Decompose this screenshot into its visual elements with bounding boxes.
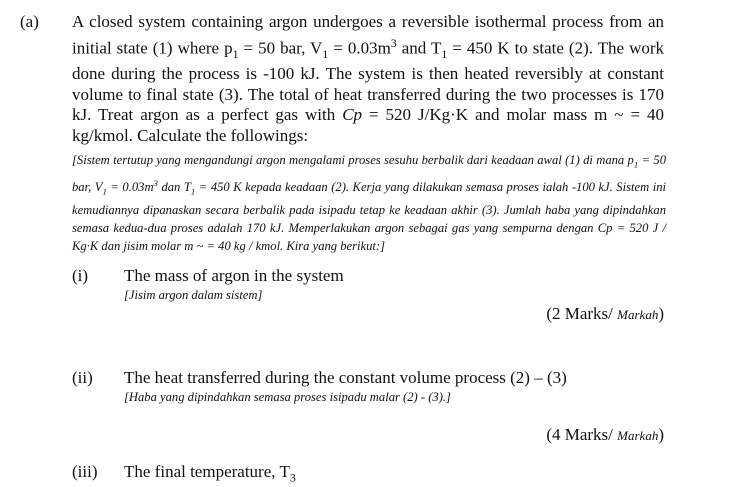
subpart-malay: [Haba yang dipindahkan semasa proses isipadu malar (2) - (3).] bbox=[124, 390, 451, 404]
marks-label bbox=[546, 425, 664, 445]
subpart-title: The mass of argon in the system bbox=[124, 266, 344, 285]
main-text-part: = 520 J/Kg·K and molar mass m ~ = 40 kg/kmol. Calculate the followings: bbox=[72, 105, 664, 145]
question-label: (a) bbox=[20, 12, 39, 31]
subscript: 1 bbox=[441, 46, 448, 61]
marks-label bbox=[546, 304, 664, 324]
marks-malay: Markah bbox=[617, 307, 659, 322]
marks-close: ) bbox=[658, 304, 664, 323]
question-main-text bbox=[72, 12, 664, 146]
subpart-title-text: The final temperature, T bbox=[124, 462, 290, 481]
subscript: 3 bbox=[289, 470, 296, 485]
superscript: 3 bbox=[390, 35, 397, 50]
malay-text-part: [Sistem tertutup yang mengandungi argon mengalami proses sesuhu berbalik dari keadaan awal (1) di mana p bbox=[72, 153, 634, 167]
main-text-part: and T bbox=[396, 38, 442, 58]
subpart-label: (ii) bbox=[72, 368, 93, 387]
malay-text-part: = 0.03m bbox=[106, 180, 154, 194]
subpart-title: The heat transferred during the constant volume process (2) – (3) bbox=[124, 368, 567, 387]
marks-malay: Markah bbox=[617, 428, 659, 443]
question-malay-text bbox=[72, 151, 666, 256]
subscript: 1 bbox=[102, 186, 107, 197]
subpart-title bbox=[124, 462, 296, 485]
malay-text-part: = 50 bar, V bbox=[72, 153, 667, 194]
malay-text-part: = 450 K kepada keadaan (2). Kerja yang dilakukan semasa proses ialah -100 kJ. Sistem ini kemudiannya dipanaskan secara berbalik pada isipadu tetap ke keadaan akhir (3). Jumlah haba yang dipindahkan semasa kedua-dua proses adalah 170 kJ. Memperlakukan argon sebagai gas yang sempurna dengan Cp = 520 J / Kg·K dan jisim molar m ~ = 40 kg / kmol. Kira yang berikut:] bbox=[72, 180, 666, 254]
subscript: 1 bbox=[190, 186, 196, 197]
superscript: 3 bbox=[153, 177, 158, 188]
subscript: 1 bbox=[633, 159, 639, 170]
marks-close: ) bbox=[658, 425, 664, 444]
subpart-label: (i) bbox=[72, 266, 89, 285]
malay-text-part: dan T bbox=[157, 180, 191, 194]
subpart-malay: [Jisim argon dalam sistem] bbox=[124, 288, 263, 302]
main-text-part: A closed system containing argon undergoes a reversible isothermal process from an initial state (1) where p bbox=[72, 12, 664, 58]
cp-symbol: Cp bbox=[342, 105, 363, 125]
main-text-part: = 0.03m bbox=[328, 38, 391, 58]
marks-text: (4 Marks/ bbox=[546, 425, 618, 444]
main-text-part: = 450 K to state (2). The work done during the process is -100 kJ. The system is then heated reversibly at constant volume to final state (3). The total of heat transferred during the two processes is 170 kJ. Treat argon as a perfect gas with bbox=[72, 38, 665, 125]
marks-text: (2 Marks/ bbox=[546, 304, 618, 323]
subscript: 1 bbox=[232, 46, 239, 61]
subscript: 1 bbox=[322, 46, 329, 61]
subpart-label: (iii) bbox=[72, 462, 98, 481]
main-text-part: = 50 bar, V bbox=[238, 38, 323, 58]
